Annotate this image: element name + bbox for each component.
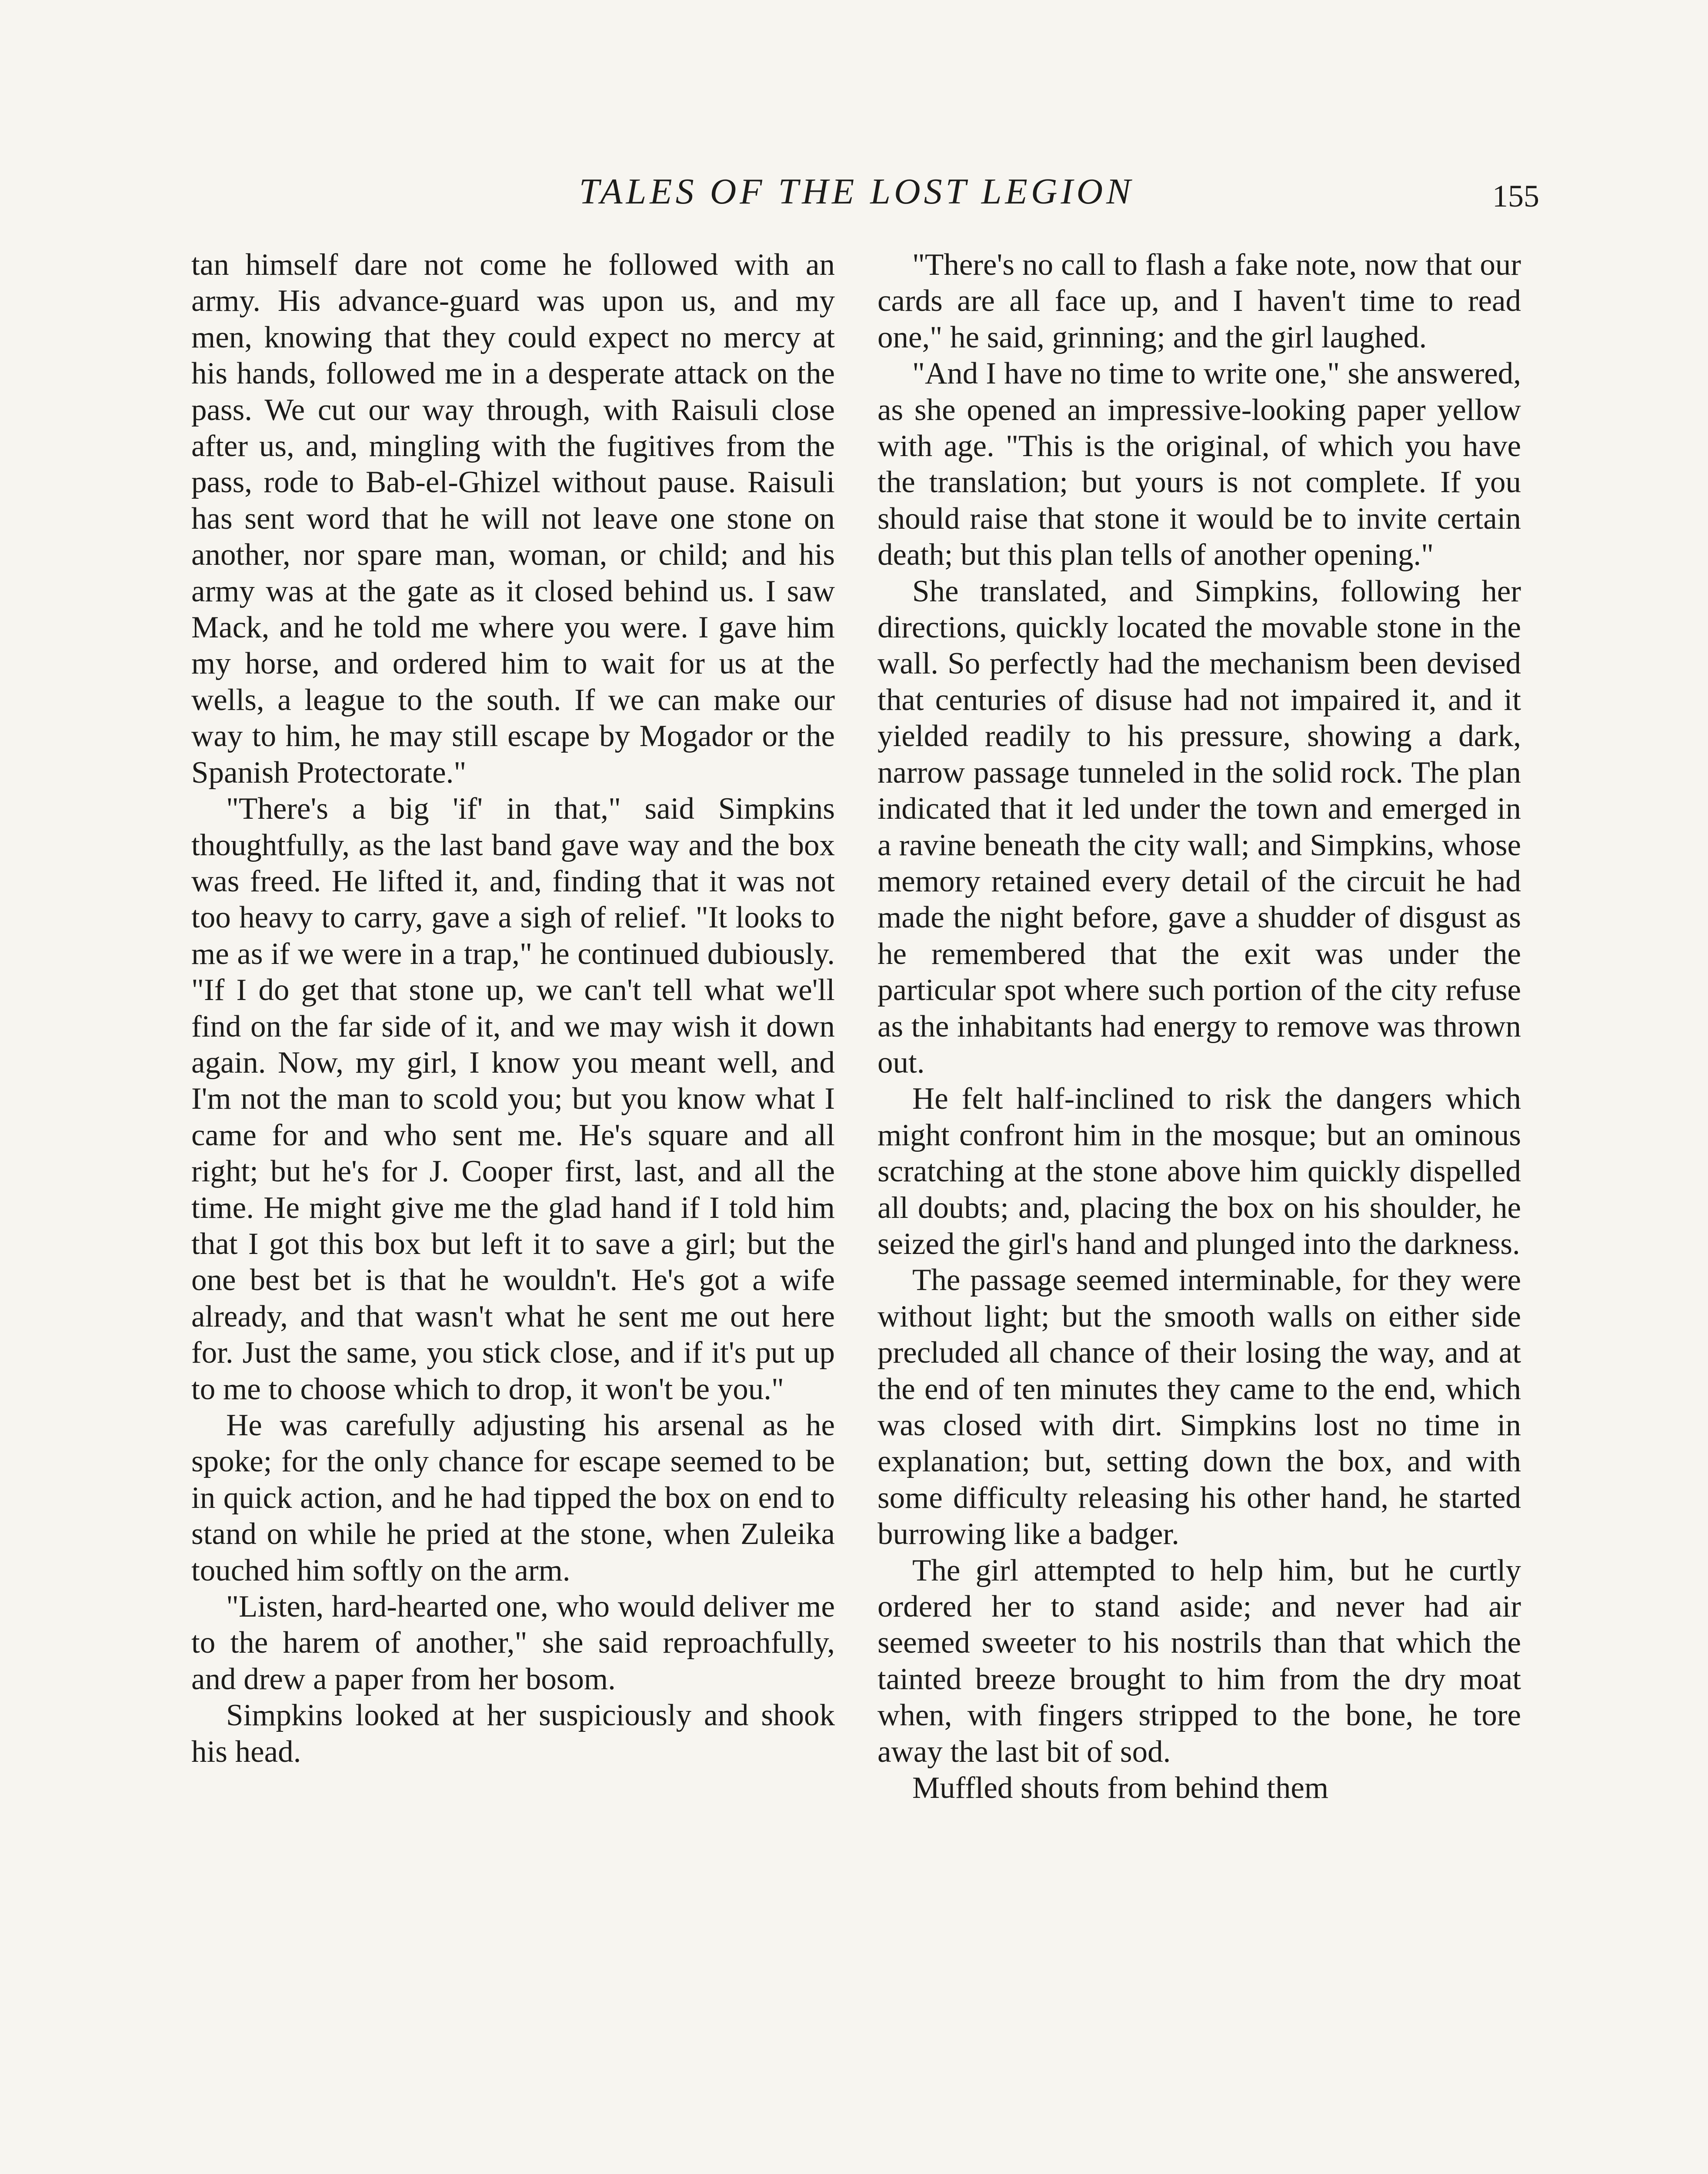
paragraph: He felt half-inclined to risk the dangers which might confront him in the mosque; but an ominous scratching at the stone above him quickly dispelled all doubts; and, placing the box on his shoulder, he seized the girl's hand and plunged into the darkness.: [877, 1082, 1521, 1261]
paragraph: "And I have no time to write one," she answered, as she opened an impressive-looking paper yellow with age. "This is the original, of which you have the translation; but yours is not complete. If you should raise that stone it would be to invite certain death; but this plan tells of another opening.": [877, 357, 1521, 572]
paragraph: Muffled shouts from behind them: [912, 1771, 1329, 1805]
left-column: [191, 247, 835, 1770]
paragraph: The girl attempted to help him, but he curtly ordered her to stand aside; and never had air seemed sweeter to his nostrils than that which the tainted breeze brought to him from the dry moat when, with fingers stripped to the bone, he tore away the last bit of sod.: [877, 1553, 1521, 1769]
paragraph: She translated, and Simpkins, following her directions, quickly located the movable stone in the wall. So perfectly had the mechanism been devised that centuries of disuse had not impaired it, and it yielded readily to his pressure, showing a dark, narrow passage tunneled in the solid rock. The plan indicated that it led under the town and emerged in a ravine beneath the city wall; and Simpkins, whose memory retained every detail of the circuit he had made the night before, gave a shudder of disgust as he remembered that the exit was under the particular spot where such portion of the city refuse as the inhabitants had energy to remove was thrown out.: [877, 574, 1521, 1080]
page-number: 155: [1492, 179, 1539, 213]
paragraph: The passage seemed interminable, for they were without light; but the smooth walls on either side precluded all chance of their losing the way, and at the end of ten minutes they came to the end, which was closed with dirt. Simpkins lost no time in explanation; but, setting down the box, and with some difficulty releasing his other hand, he started burrowing like a badger.: [877, 1263, 1521, 1551]
right-column: [877, 247, 1521, 1806]
paragraph: tan himself dare not come he followed with an army. His advance-guard was upon us, and my men, knowing that they could expect no mercy at his hands, followed me in a desperate attack on the pass. We cut our way through, with Raisuli close after us, and, mingling with the fugitives from the pass, rode to Bab-el-Ghizel without pause. Raisuli has sent word that he will not leave one stone on another, nor spare man, woman, or child; and his army was at the gate as it closed behind us. I saw Mack, and he told me where you were. I gave him my horse, and ordered him to wait for us at the wells, a league to the south. If we can make our way to him, he may still escape by Mogador or the Spanish Protectorate.": [191, 248, 835, 790]
running-head: TALES OF THE LOST LEGION: [579, 171, 1134, 212]
paragraph: "Listen, hard-hearted one, who would deliver me to the harem of another," she said reproachfully, and drew a paper from her bosom.: [191, 1590, 835, 1696]
paragraph: "There's no call to flash a fake note, now that our cards are all face up, and I haven't time to read one," he said, grinning; and the girl laughed.: [877, 248, 1521, 354]
paragraph: "There's a big 'if' in that," said Simpkins thoughtfully, as the last band gave way and the box was freed. He lifted it, and, finding that it was not too heavy to carry, gave a sigh of relief. "It looks to me as if we were in a trap," he continued dubiously. "If I do get that stone up, we can't tell what we'll find on the far side of it, and we may wish it down again. Now, my girl, I know you meant well, and I'm not the man to scold you; but you know what I came for and who sent me. He's square and all right; but he's for J. Cooper first, last, and all the time. He might give me the glad hand if I told him that I got this box but left it to save a girl; but the one best bet is that he wouldn't. He's got a wife already, and that wasn't what he sent me out here for. Just the same, you stick close, and if it's put up to me to choose which to drop, it won't be you.": [191, 792, 835, 1406]
paragraph: He was carefully adjusting his arsenal as he spoke; for the only chance for escape seemed to be in quick action, and he had tipped the box on end to stand on while he pried at the stone, when Zuleika touched him softly on the arm.: [191, 1408, 835, 1587]
paragraph: Simpkins looked at her suspiciously and shook his head.: [191, 1698, 835, 1769]
